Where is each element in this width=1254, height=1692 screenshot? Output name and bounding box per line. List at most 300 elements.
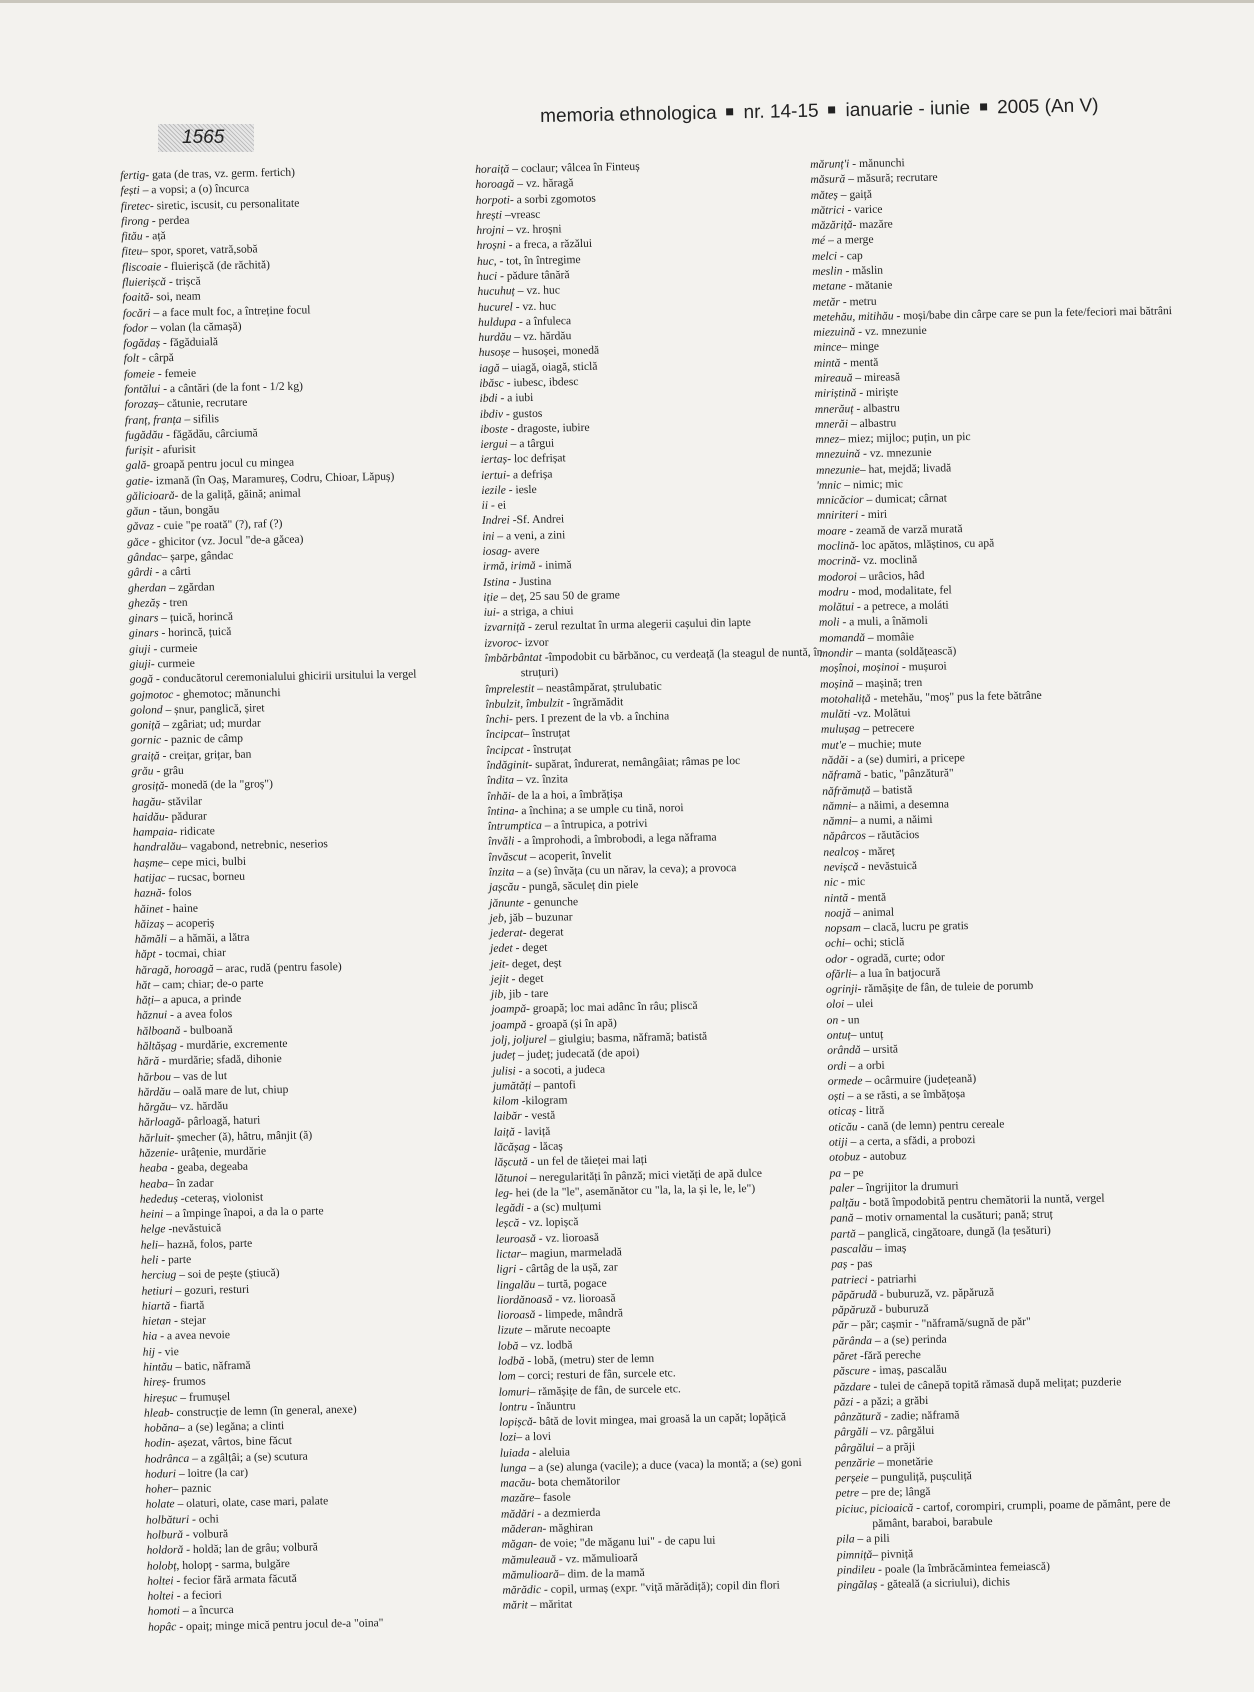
entry-headword: mocrină — [817, 554, 857, 569]
entry-definition: - a feciori — [173, 1588, 222, 1603]
glossary-column-3 — [810, 150, 1198, 1593]
entry-definition: - rămășițe de fân, de tuleie de porumb — [857, 979, 1034, 996]
entry-headword: hoduri — [144, 1467, 177, 1481]
entry-definition: - pers. I prezent de la vb. a închina — [508, 709, 670, 726]
entry-definition: – corci; resturi de fân, surcele etc. — [515, 1366, 676, 1383]
entry-headword: pingălaș — [837, 1578, 878, 1592]
entry-definition: – untuț — [850, 1027, 884, 1042]
entry-definition: – a întrupica, a potrivi — [541, 816, 648, 832]
entry-definition: – arac, rudă (pentru fasole) — [213, 959, 342, 975]
entry-headword: holbură — [146, 1528, 184, 1542]
entry-headword: grosiță — [131, 779, 165, 794]
entry-headword: mireauă — [814, 371, 853, 385]
entry-headword: mnez — [815, 432, 840, 447]
entry-definition: – vz. hărdău — [170, 1099, 229, 1114]
entry-definition: - folos — [161, 885, 192, 900]
entry-headword: folt — [123, 352, 140, 366]
entry-headword: hleab — [143, 1406, 170, 1420]
entry-definition: – a năimi, a desemna — [851, 797, 950, 813]
entry-headword: hucurel — [477, 299, 513, 314]
entry-definition: - miriște — [856, 385, 899, 400]
entry-definition: – magiun, marmeladă — [520, 1245, 622, 1261]
entry-definition: - a defrișa — [506, 467, 553, 482]
entry-headword: mărădic — [502, 1583, 542, 1597]
entry-headword: lingalău — [496, 1277, 536, 1292]
entry-definition: - de la a hoi, a îmbrățișa — [510, 786, 623, 802]
entry-headword: grău — [131, 764, 154, 778]
entry-definition: - loc defrișat — [507, 451, 566, 466]
entry-headword: ginars — [128, 626, 159, 641]
entry-definition: - supărat, îndurerat, nemângâiat; râmas pe loc — [528, 753, 741, 772]
entry-headword: ormede — [827, 1074, 863, 1088]
entry-headword: handralău — [132, 840, 182, 855]
entry-definition: - ochi — [188, 1512, 219, 1526]
entry-headword: iagă — [478, 361, 500, 375]
entry-headword: hașme — [133, 855, 164, 870]
entry-headword: penzărie — [834, 1455, 876, 1470]
entry-definition: -împodobit cu bărbănoc, cu verdeață (la steagul de nuntă, în struțuri) — [520, 645, 823, 680]
entry-definition: – coclaur; vâlcea în Finteuș — [509, 159, 640, 176]
entry-definition: - ghemotoc; mănunchi — [173, 685, 281, 701]
entry-headword: oloi — [826, 997, 845, 1012]
entry-headword: liordănoasă — [496, 1292, 553, 1307]
entry-headword: gornic — [130, 733, 162, 748]
entry-definition: -vz. Molătui — [850, 706, 911, 721]
entry-headword: lomuri — [498, 1384, 530, 1399]
entry-definition: - vz. lioroasă — [552, 1291, 616, 1306]
entry-definition: - curmeie — [150, 656, 196, 671]
entry-definition: – nimic; mic — [841, 477, 903, 492]
entry-headword: motohaliță — [820, 691, 871, 706]
entry-definition: - a (se) dumiri, a pricepe — [847, 751, 965, 767]
entry-definition: - limpede, mândră — [535, 1306, 624, 1322]
entry-headword: ibăsc — [479, 376, 504, 390]
entry-headword: homoti — [147, 1604, 181, 1619]
entry-headword: hodin — [144, 1436, 172, 1451]
entry-definition: – dumicat; cârnat — [863, 491, 948, 507]
issue-months: ianuarie - iunie — [845, 97, 971, 122]
entry-definition: - stăvilar — [161, 794, 203, 808]
entry-definition: – țuică, horincă — [158, 610, 234, 625]
entry-definition: - aleluia — [529, 1445, 571, 1459]
entry-headword: lobă — [497, 1339, 519, 1353]
entry-definition: – acoperit, învelit — [526, 848, 612, 863]
entry-headword: pimniță — [836, 1547, 873, 1562]
entry-definition: - metru — [839, 294, 877, 308]
entry-definition: - mentă — [847, 890, 887, 904]
entry-headword: hatijac — [133, 871, 166, 885]
entry-definition: - nevăstuică — [858, 859, 918, 874]
entry-definition: - buburuză, vz. păpăruză — [876, 1285, 995, 1301]
entry-headword: firetec — [120, 198, 151, 213]
entry-headword: holdoră — [146, 1543, 184, 1558]
entry-definition: – a merge — [825, 233, 874, 248]
entry-headword: năframă — [821, 768, 862, 783]
entry-headword: nădăi — [821, 753, 849, 767]
entry-headword: ligri — [496, 1262, 517, 1277]
entry-headword: fertig — [120, 168, 146, 182]
entry-headword: moșină — [819, 676, 854, 691]
entry-headword: horpoti — [475, 192, 511, 207]
entry-definition: – cepe mici, bulbi — [162, 854, 247, 869]
entry-headword: lopișcă — [499, 1415, 533, 1429]
entry-headword: lozi — [499, 1430, 517, 1445]
entry-headword: hăltășag — [136, 1039, 177, 1053]
entry-headword: joampă — [491, 1002, 527, 1017]
entry-definition: - tren — [159, 595, 188, 610]
entry-definition: - a (sc) mulțumi — [523, 1199, 602, 1215]
entry-definition: – miez; mijloc; puțin, un pic — [839, 430, 971, 446]
entry-headword: hămăli — [134, 932, 168, 946]
entry-headword: leșcă — [495, 1216, 520, 1231]
entry-definition: – a (se) perinda — [871, 1332, 947, 1347]
entry-definition: - curmeie — [150, 641, 198, 656]
entry-headword: măsură — [810, 172, 846, 187]
entry-definition: - a freca, a răzălui — [505, 237, 593, 252]
entry-definition: - groapă; loc mai adânc în râu; pliscă — [525, 999, 698, 1016]
entry-definition: - geaba, degeaba — [167, 1160, 249, 1175]
entry-headword: holtei — [147, 1574, 174, 1588]
entry-definition: – uiagă, oiagă, sticlă — [499, 359, 598, 375]
entry-definition: – zgâriat; ud; murdar — [160, 716, 261, 732]
entry-definition: - mic — [837, 875, 866, 889]
entry-definition: - a avea folos — [167, 1007, 233, 1022]
entry-definition: - ridicate — [173, 824, 215, 839]
entry-headword: heli — [140, 1238, 159, 1252]
entry-definition: - fecior fără armata făcută — [173, 1571, 297, 1588]
entry-definition: – a hămăi, a lătra — [166, 930, 250, 946]
entry-definition: – a apuca, a prinde — [153, 992, 242, 1007]
entry-headword: păzi — [833, 1395, 854, 1409]
entry-headword: horaiță — [475, 162, 510, 176]
entry-headword: 'mnic — [816, 478, 842, 492]
entry-headword: județ — [492, 1048, 516, 1063]
entry-headword: luiada — [499, 1445, 530, 1460]
entry-headword: pascalău — [830, 1241, 873, 1256]
entry-headword: ii — [481, 499, 489, 513]
entry-headword: herciug — [141, 1268, 177, 1283]
page-edge — [0, 0, 1254, 3]
entry-definition: – a lovi — [516, 1430, 552, 1444]
entry-headword: pânzătură — [834, 1409, 882, 1424]
entry-headword: mondir — [819, 646, 854, 660]
entry-headword: gală — [125, 458, 147, 473]
entry-headword: gherdan — [127, 580, 167, 595]
entry-definition: -fără pereche — [856, 1348, 921, 1363]
entry-definition: – rucsac, borneu — [165, 869, 246, 885]
entry-definition: – a (se) legăna; a clinti — [178, 1419, 285, 1435]
entry-headword: hampaia — [132, 825, 174, 839]
issue-number: nr. 14-15 — [743, 100, 819, 124]
entry-headword: hăt — [135, 978, 151, 992]
entry-definition: – mărute necoapte — [522, 1321, 611, 1337]
entry-headword: partă — [830, 1227, 856, 1241]
entry-definition: – fasole — [534, 1490, 571, 1505]
entry-definition: – vz. hăragă — [514, 176, 574, 191]
entry-headword: hăizaș — [134, 917, 165, 931]
entry-definition: – volan (la cămașă) — [148, 319, 242, 335]
entry-definition: - haine — [163, 901, 199, 915]
entry-definition: - așezat, vârtos, bine făcut — [170, 1434, 293, 1450]
entry-definition: - siretic, iscusit, cu personalitate — [149, 196, 300, 212]
entry-headword: pila — [836, 1532, 855, 1547]
entry-headword: lășcută — [494, 1155, 528, 1170]
entry-headword: năpârcos — [822, 829, 866, 844]
entry-headword: măgan — [501, 1537, 534, 1552]
entry-headword: hiartă — [141, 1299, 171, 1313]
entry-definition: - izmană (în Oaș, Maramureș, Codru, Chioar, Lăpuș) — [149, 469, 395, 488]
page-number: 1565 — [158, 124, 254, 152]
entry-definition: - ață — [142, 229, 166, 243]
entry-definition: – răutăcios — [865, 828, 920, 843]
entry-definition: - vz. mnezunie — [855, 323, 927, 339]
entry-headword: pârgăli — [834, 1425, 869, 1440]
entry-headword: fomeie — [123, 367, 155, 381]
entry-definition: - buburuză — [875, 1302, 929, 1317]
entry-headword: fluierișcă — [122, 275, 167, 289]
entry-definition: – a orbi — [846, 1058, 885, 1073]
entry-headword: fești — [120, 183, 140, 198]
entry-definition: - grâu — [153, 763, 184, 778]
entry-headword: furișit — [125, 443, 154, 458]
entry-headword: lunga — [499, 1461, 527, 1475]
entry-headword: holbături — [145, 1512, 190, 1527]
entry-headword: gândac — [127, 550, 162, 564]
entry-definition: – husoșei, monedă — [510, 344, 600, 359]
entry-headword: gojmotoc — [129, 687, 174, 702]
entry-headword: pârgălui — [834, 1440, 875, 1455]
entry-headword: laiță — [493, 1125, 516, 1139]
entry-definition: - botă împodobită pentru chemătorii la nuntă, vergel — [859, 1191, 1105, 1210]
entry-definition: - Justina — [509, 574, 552, 589]
entry-headword: irmă, irimă — [482, 559, 536, 574]
entry-definition: – dim. de la mamă — [558, 1565, 645, 1581]
entry-definition: - pădure tânără — [497, 268, 570, 283]
entry-headword: nămni — [822, 814, 852, 828]
entry-definition: – vz. înzita — [513, 772, 569, 787]
entry-headword: hoher — [145, 1482, 173, 1496]
entry-headword: mazăre — [500, 1491, 535, 1506]
entry-headword: hăzenie — [138, 1146, 175, 1160]
entry-definition: – momâie — [864, 629, 915, 644]
entry-headword: mulăti — [820, 707, 851, 722]
entry-definition: – albastru — [847, 416, 897, 431]
entry-definition: - construcție de lemn (în general, anexe) — [169, 1402, 357, 1420]
entry-definition: - mazăre — [852, 217, 893, 232]
entry-headword: miriștină — [814, 386, 857, 401]
entry-definition: – județ; judecată (de apoi) — [515, 1046, 640, 1062]
entry-headword: lizute — [497, 1323, 523, 1338]
entry-definition: - ogradă, curte; odor — [847, 950, 945, 966]
entry-headword: modru — [818, 585, 849, 599]
entry-definition: - mod, modalitate, fel — [848, 583, 952, 599]
entry-definition: - a petrece, a moláti — [853, 598, 949, 614]
entry-headword: hărluit — [138, 1130, 171, 1145]
entry-headword: hroșni — [476, 238, 506, 253]
entry-definition: - urâțenie, murdărie — [174, 1144, 267, 1160]
entry-definition: – gozuri, resturi — [172, 1282, 250, 1297]
entry-definition: - a dezmierda — [534, 1505, 601, 1520]
entry-headword: lontru — [498, 1400, 528, 1414]
entry-definition: , holopț - sarma, bulgăre — [176, 1556, 290, 1572]
entry-definition: – vz. hroșni — [504, 222, 562, 237]
entry-definition: - femeie — [154, 366, 197, 381]
entry-headword: iție — [483, 590, 499, 604]
entry-headword: hrești — [475, 208, 503, 222]
entry-definition: - varice — [844, 202, 883, 217]
entry-headword: heli — [140, 1253, 159, 1267]
entry-headword: palțău — [829, 1196, 860, 1210]
entry-headword: lom — [498, 1369, 516, 1383]
entry-headword: ini — [482, 529, 495, 543]
entry-definition: – pantofi — [531, 1078, 576, 1092]
entry-headword: lioroasă — [497, 1308, 536, 1322]
entry-definition: - inimă — [535, 558, 572, 573]
entry-definition: – vz. lodbă — [518, 1338, 573, 1353]
journal-title: memoria ethnologica — [540, 102, 717, 127]
entry-definition: - creițar, grițar, ban — [159, 747, 252, 763]
entry-definition: – șnur, panglică, șiret — [162, 701, 265, 717]
entry-headword: nămni — [822, 799, 852, 813]
entry-definition: - bota chemătorilor — [531, 1474, 621, 1490]
entry-headword: helge — [140, 1222, 166, 1237]
entry-definition: - moși/babe din cârpe care se pun la fete/feciori mai bătrâni — [893, 303, 1173, 323]
entry-headword: ordi — [827, 1059, 847, 1073]
entry-headword: Indrei — [481, 513, 510, 528]
entry-definition: - frumos — [165, 1374, 206, 1389]
entry-definition: – clacă, lucru pe gratis — [860, 919, 969, 935]
entry-headword: momandă — [819, 630, 866, 645]
entry-headword: fliscoaie — [121, 259, 162, 274]
entry-headword: măteș — [810, 188, 838, 202]
entry-headword: macău — [500, 1476, 532, 1490]
entry-definition: – a (se) alunga (vacile); a duce (vaca) la montă; a (se) goni — [526, 1455, 802, 1475]
entry-headword: mărunț'i — [810, 157, 850, 171]
entry-definition: – în zadar — [167, 1175, 214, 1190]
entry-definition: - iubesc, ibdesc — [503, 374, 579, 390]
entry-headword: joampă — [491, 1017, 527, 1032]
entry-definition: – paznic — [172, 1481, 212, 1496]
entry-headword: ibdiv — [479, 407, 504, 421]
entry-definition: – a face mult foc, a întreține focul — [150, 302, 311, 319]
entry-definition: - paznic de câmp — [161, 732, 244, 747]
entry-definition: - a striga, a chiui — [495, 604, 574, 619]
entry-headword: leg — [494, 1186, 510, 1200]
entry-definition: – rămășițe de fân, de surcele etc. — [529, 1381, 681, 1398]
entry-headword: mădări — [500, 1506, 535, 1521]
entry-definition: - un — [838, 1012, 860, 1027]
entry-definition: – monetărie — [874, 1454, 934, 1469]
entry-definition: – acoperiș — [164, 916, 215, 931]
entry-definition: – a prăji — [874, 1439, 916, 1454]
entry-definition: – animal — [850, 905, 895, 920]
entry-headword: huldupa — [477, 315, 517, 329]
entry-definition: – a lua în batjocură — [851, 965, 941, 981]
entry-headword: lăcășag — [493, 1140, 531, 1154]
entry-headword: legădi — [494, 1201, 525, 1215]
entry-headword: franț, franța — [124, 412, 182, 427]
entry-headword: mnezunie — [815, 462, 860, 477]
entry-definition: – neastâmpărat, ștrulubatic — [534, 679, 662, 695]
entry-headword: on — [826, 1013, 839, 1027]
entry-definition: – urâcios, hâd — [856, 568, 925, 583]
issue-year: 2005 (An V) — [996, 95, 1099, 119]
entry-headword: jănunte — [489, 895, 525, 910]
entry-headword: hălboană — [136, 1023, 181, 1038]
entry-definition: - făgăduială — [159, 335, 219, 350]
entry-definition: – a împinge înapoi, a da la o parte — [163, 1204, 324, 1221]
entry-definition: – loitre (la car) — [175, 1465, 249, 1481]
entry-definition: - pârloagă, haturi — [180, 1113, 261, 1129]
entry-headword: hăragă, horoagă — [135, 961, 214, 977]
entry-headword: păscure — [833, 1364, 870, 1378]
entry-definition: - tăun, bongău — [149, 503, 220, 518]
entry-headword: hăți — [135, 993, 155, 1008]
entry-definition: – măsură; recrutare — [845, 170, 938, 186]
entry-headword: mnerăuț — [814, 401, 854, 416]
entry-headword: hij — [142, 1345, 156, 1359]
entry-definition: - volbură — [182, 1527, 229, 1542]
entry-headword: măzăriță — [811, 218, 853, 233]
square-bullet-icon — [828, 107, 835, 114]
entry-definition: – muchie; mute — [846, 736, 922, 752]
entry-definition: – frumușel — [177, 1389, 231, 1404]
entry-headword: îmbărbântat — [484, 650, 542, 665]
entry-definition: - gustos — [502, 406, 543, 421]
entry-headword: întrumptica — [487, 818, 542, 833]
entry-definition: , jib - tare — [503, 986, 549, 1001]
entry-definition: - perdea — [148, 213, 190, 228]
entry-headword: găce — [127, 535, 150, 549]
entry-headword: haidău — [132, 810, 165, 824]
entry-definition: - înstruțat — [523, 741, 572, 756]
entry-definition: - deget — [512, 941, 548, 955]
entry-definition: - murdărie, excremente — [176, 1036, 288, 1053]
entry-headword: izvoroc — [484, 635, 519, 650]
entry-headword: golond — [130, 703, 163, 717]
entry-headword: izvarniță — [483, 620, 526, 635]
entry-definition: - genunche — [523, 894, 579, 909]
entry-headword: învăli — [487, 834, 515, 849]
entry-definition: – hat, mejdă; livadă — [859, 460, 952, 476]
entry-headword: hurdău — [478, 330, 512, 345]
entry-headword: holate — [145, 1497, 175, 1512]
entry-definition: - autobuz — [860, 1149, 907, 1164]
entry-headword: lodbă — [497, 1354, 525, 1368]
entry-headword: kilom — [492, 1094, 519, 1108]
entry-definition: – a se răsti, a se îmbățoșa — [844, 1087, 966, 1103]
entry-headword: păr — [832, 1318, 849, 1333]
entry-definition: - a închina; a se umple cu tină, noroi — [514, 800, 684, 818]
entry-headword: mărit — [502, 1598, 528, 1613]
entry-definition: – zgărdan — [166, 579, 215, 594]
entry-definition: - șmecher (ă), hâtru, mânjit (ă) — [170, 1128, 313, 1144]
entry-headword: fugădău — [125, 428, 164, 442]
entry-definition: -ceteraș, violonist — [177, 1190, 264, 1205]
entry-headword: găvaz — [126, 519, 155, 534]
entry-headword: heaba — [139, 1176, 168, 1191]
entry-definition: - vz. mămulioară — [555, 1550, 638, 1566]
entry-definition: - fiartă — [170, 1298, 205, 1313]
entry-definition: – panglică, cingătoare, dungă (la țesături) — [855, 1223, 1051, 1241]
entry-headword: ontuț — [826, 1028, 851, 1042]
entry-headword: întina — [487, 804, 515, 818]
entry-headword: noajă — [824, 906, 852, 920]
entry-headword: patrieci — [831, 1272, 868, 1287]
square-bullet-icon — [726, 109, 733, 116]
entry-definition: - litră — [855, 1104, 885, 1118]
entry-definition: – olaturi, olate, case mari, palate — [174, 1494, 329, 1511]
